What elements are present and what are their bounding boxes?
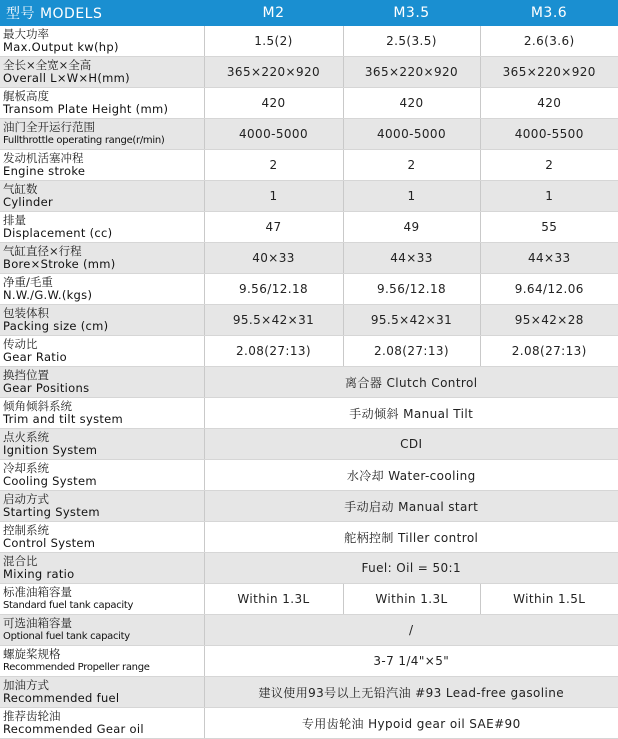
spec-label-zh: 螺旋桨规格 [3, 647, 61, 661]
spec-label-zh: 气缸数 [3, 182, 38, 196]
models-header-label: 型号 MODELS [0, 0, 204, 26]
spec-label [0, 553, 204, 584]
spec-label-zh: 传动比 [3, 337, 38, 351]
model-header-m2: M2 [204, 0, 343, 26]
spec-label [0, 26, 204, 57]
spec-label [0, 336, 204, 367]
spec-value: 2 [343, 150, 480, 181]
table-row [0, 615, 618, 646]
spec-label-zh: 发动机活塞冲程 [3, 151, 84, 165]
spec-value: 1 [204, 181, 343, 212]
table-row [0, 274, 618, 305]
spec-value: 55 [480, 212, 618, 243]
spec-label-en: Starting System [3, 505, 100, 519]
spec-label-zh: 倾角倾斜系统 [3, 399, 72, 413]
spec-label-en: Standard fuel tank capacity [3, 600, 134, 611]
spec-value: 2 [480, 150, 618, 181]
spec-value: Within 1.3L [343, 584, 480, 615]
spec-value: Within 1.3L [204, 584, 343, 615]
spec-value: 44×33 [343, 243, 480, 274]
spec-value: 9.64/12.06 [480, 274, 618, 305]
spec-label-en: Bore×Stroke (mm) [3, 257, 116, 271]
table-row [0, 367, 618, 398]
spec-value: 1 [480, 181, 618, 212]
spec-label [0, 88, 204, 119]
spec-label-en: Recommended Propeller range [3, 662, 150, 673]
spec-label-en: Overall L×W×H(mm) [3, 71, 130, 85]
spec-value: 95×42×28 [480, 305, 618, 336]
spec-label-en: Cylinder [3, 195, 54, 209]
table-row [0, 677, 618, 708]
table-row [0, 150, 618, 181]
spec-label [0, 212, 204, 243]
spec-label-en: Max.Output kw(hp) [3, 40, 119, 54]
model-header-m3-6: M3.6 [480, 0, 618, 26]
table-row [0, 181, 618, 212]
spec-label-zh: 艉板高度 [3, 89, 49, 103]
spec-label-en: Packing size (cm) [3, 319, 109, 333]
spec-value: 2 [204, 150, 343, 181]
spec-body [0, 26, 618, 739]
spec-value: 420 [480, 88, 618, 119]
spec-value: 420 [204, 88, 343, 119]
spec-value: 40×33 [204, 243, 343, 274]
table-row [0, 57, 618, 88]
spec-value-all-models: 离合器 Clutch Control [204, 367, 618, 398]
spec-value: 49 [343, 212, 480, 243]
spec-value: 365×220×920 [480, 57, 618, 88]
spec-label-zh: 混合比 [3, 554, 38, 568]
table-row [0, 88, 618, 119]
table-row [0, 212, 618, 243]
spec-label-en: Control System [3, 536, 96, 550]
table-row [0, 336, 618, 367]
spec-value-all-models: / [204, 615, 618, 646]
spec-label-en: Gear Ratio [3, 350, 67, 364]
spec-label-en: Trim and tilt system [3, 412, 124, 426]
spec-label-zh: 加油方式 [3, 678, 49, 692]
table-row [0, 460, 618, 491]
spec-value: 95.5×42×31 [343, 305, 480, 336]
spec-value: 1.5(2) [204, 26, 343, 57]
spec-value: 2.08(27:13) [343, 336, 480, 367]
spec-value-all-models: 专用齿轮油 Hypoid gear oil SAE#90 [204, 708, 618, 739]
spec-label-zh: 启动方式 [3, 492, 49, 506]
spec-value-all-models: 建议使用93号以上无铅汽油 #93 Lead-free gasoline [204, 677, 618, 708]
spec-label [0, 677, 204, 708]
spec-label [0, 429, 204, 460]
table-row [0, 553, 618, 584]
spec-value: 2.6(3.6) [480, 26, 618, 57]
spec-value: 365×220×920 [343, 57, 480, 88]
table-row [0, 429, 618, 460]
spec-label-en: Displacement (cc) [3, 226, 113, 240]
spec-label-zh: 包装体积 [3, 306, 49, 320]
spec-label-en: Transom Plate Height (mm) [3, 102, 169, 116]
table-row [0, 522, 618, 553]
table-row [0, 646, 618, 677]
spec-label-en: Ignition System [3, 443, 98, 457]
table-row [0, 305, 618, 336]
spec-value: 2.5(3.5) [343, 26, 480, 57]
spec-label-en: N.W./G.W.(kgs) [3, 288, 93, 302]
spec-label-zh: 全长×全宽×全高 [3, 58, 92, 72]
header-row [0, 0, 618, 26]
spec-label [0, 460, 204, 491]
table-row [0, 398, 618, 429]
spec-label-en: Cooling System [3, 474, 97, 488]
spec-label [0, 243, 204, 274]
spec-label-zh: 油门全开运行范围 [3, 120, 95, 134]
spec-label [0, 522, 204, 553]
table-row [0, 491, 618, 522]
spec-label-en: Engine stroke [3, 164, 86, 178]
table-row [0, 708, 618, 739]
spec-value-all-models: Fuel: Oil = 50:1 [204, 553, 618, 584]
spec-label-zh: 排量 [3, 213, 26, 227]
spec-value: 47 [204, 212, 343, 243]
spec-label [0, 57, 204, 88]
table-row [0, 119, 618, 150]
spec-value-all-models: 水冷却 Water-cooling [204, 460, 618, 491]
spec-label-zh: 冷却系统 [3, 461, 49, 475]
model-header-m3-5: M3.5 [343, 0, 480, 26]
table-row [0, 26, 618, 57]
spec-label [0, 150, 204, 181]
spec-label-zh: 净重/毛重 [3, 275, 53, 289]
spec-value: 2.08(27:13) [204, 336, 343, 367]
table-row [0, 584, 618, 615]
spec-value: 44×33 [480, 243, 618, 274]
spec-label-zh: 可选油箱容量 [3, 616, 72, 630]
spec-value: 95.5×42×31 [204, 305, 343, 336]
spec-label [0, 274, 204, 305]
spec-label-zh: 点火系统 [3, 430, 49, 444]
spec-label-zh: 控制系统 [3, 523, 49, 537]
spec-label-zh: 最大功率 [3, 27, 49, 41]
spec-label-zh: 换挡位置 [3, 368, 49, 382]
spec-label [0, 646, 204, 677]
spec-label [0, 181, 204, 212]
spec-value: 1 [343, 181, 480, 212]
spec-label-zh: 气缸直径×行程 [3, 244, 82, 258]
spec-label [0, 584, 204, 615]
spec-value: 420 [343, 88, 480, 119]
spec-value: 365×220×920 [204, 57, 343, 88]
spec-label [0, 398, 204, 429]
spec-label [0, 615, 204, 646]
spec-label-en: Fullthrottle operating range(r/min) [3, 135, 165, 146]
spec-label [0, 119, 204, 150]
spec-label-zh: 标准油箱容量 [3, 585, 72, 599]
spec-label-en: Optional fuel tank capacity [3, 631, 130, 642]
spec-label [0, 491, 204, 522]
spec-value-all-models: 手动倾斜 Manual Tilt [204, 398, 618, 429]
spec-value-all-models: CDI [204, 429, 618, 460]
spec-label-en: Recommended Gear oil [3, 722, 144, 736]
spec-value: 4000-5000 [204, 119, 343, 150]
spec-value: 4000-5000 [343, 119, 480, 150]
spec-label-en: Recommended fuel [3, 691, 120, 705]
spec-value-all-models: 手动启动 Manual start [204, 491, 618, 522]
spec-label [0, 305, 204, 336]
spec-label-en: Gear Positions [3, 381, 90, 395]
spec-value: Within 1.5L [480, 584, 618, 615]
spec-value: 2.08(27:13) [480, 336, 618, 367]
spec-label-en: Mixing ratio [3, 567, 75, 581]
spec-value: 9.56/12.18 [343, 274, 480, 305]
spec-value-all-models: 3-7 1/4"×5" [204, 646, 618, 677]
spec-label [0, 367, 204, 398]
spec-label [0, 708, 204, 739]
spec-value-all-models: 舵柄控制 Tiller control [204, 522, 618, 553]
spec-label-zh: 推荐齿轮油 [3, 709, 61, 723]
table-row [0, 243, 618, 274]
spec-value: 4000-5500 [480, 119, 618, 150]
spec-value: 9.56/12.18 [204, 274, 343, 305]
